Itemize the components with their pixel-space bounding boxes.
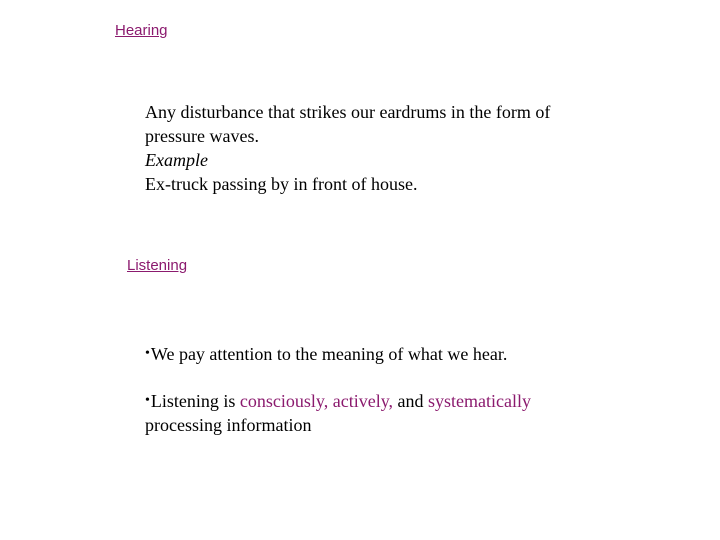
listening-heading-link[interactable]: Listening (127, 257, 188, 274)
bullet-2-intro: Listening is (150, 391, 240, 411)
bullet-1-text: We pay attention to the meaning of what we hear. (150, 344, 508, 364)
hearing-heading-link[interactable]: Hearing (115, 22, 168, 39)
bullet-icon: • (145, 393, 150, 408)
definition-line-1: Any disturbance that strikes our eardrums in the form of (145, 102, 551, 122)
emphasis-systematically: systematically (428, 391, 532, 411)
bullet-item-1 (145, 342, 507, 366)
bullet-icon: • (145, 346, 150, 361)
bullet-item-2 (145, 389, 615, 437)
emphasis-actively: actively, (332, 391, 394, 411)
hearing-definition (145, 100, 615, 196)
bullet-2-line-2: processing information (145, 415, 312, 435)
definition-line-2: pressure waves. (145, 126, 259, 146)
emphasis-consciously: consciously, (239, 391, 329, 411)
example-label: Example (145, 150, 208, 170)
bullet-2-and: and (393, 391, 429, 411)
example-text: Ex-truck passing by in front of house. (145, 174, 418, 194)
